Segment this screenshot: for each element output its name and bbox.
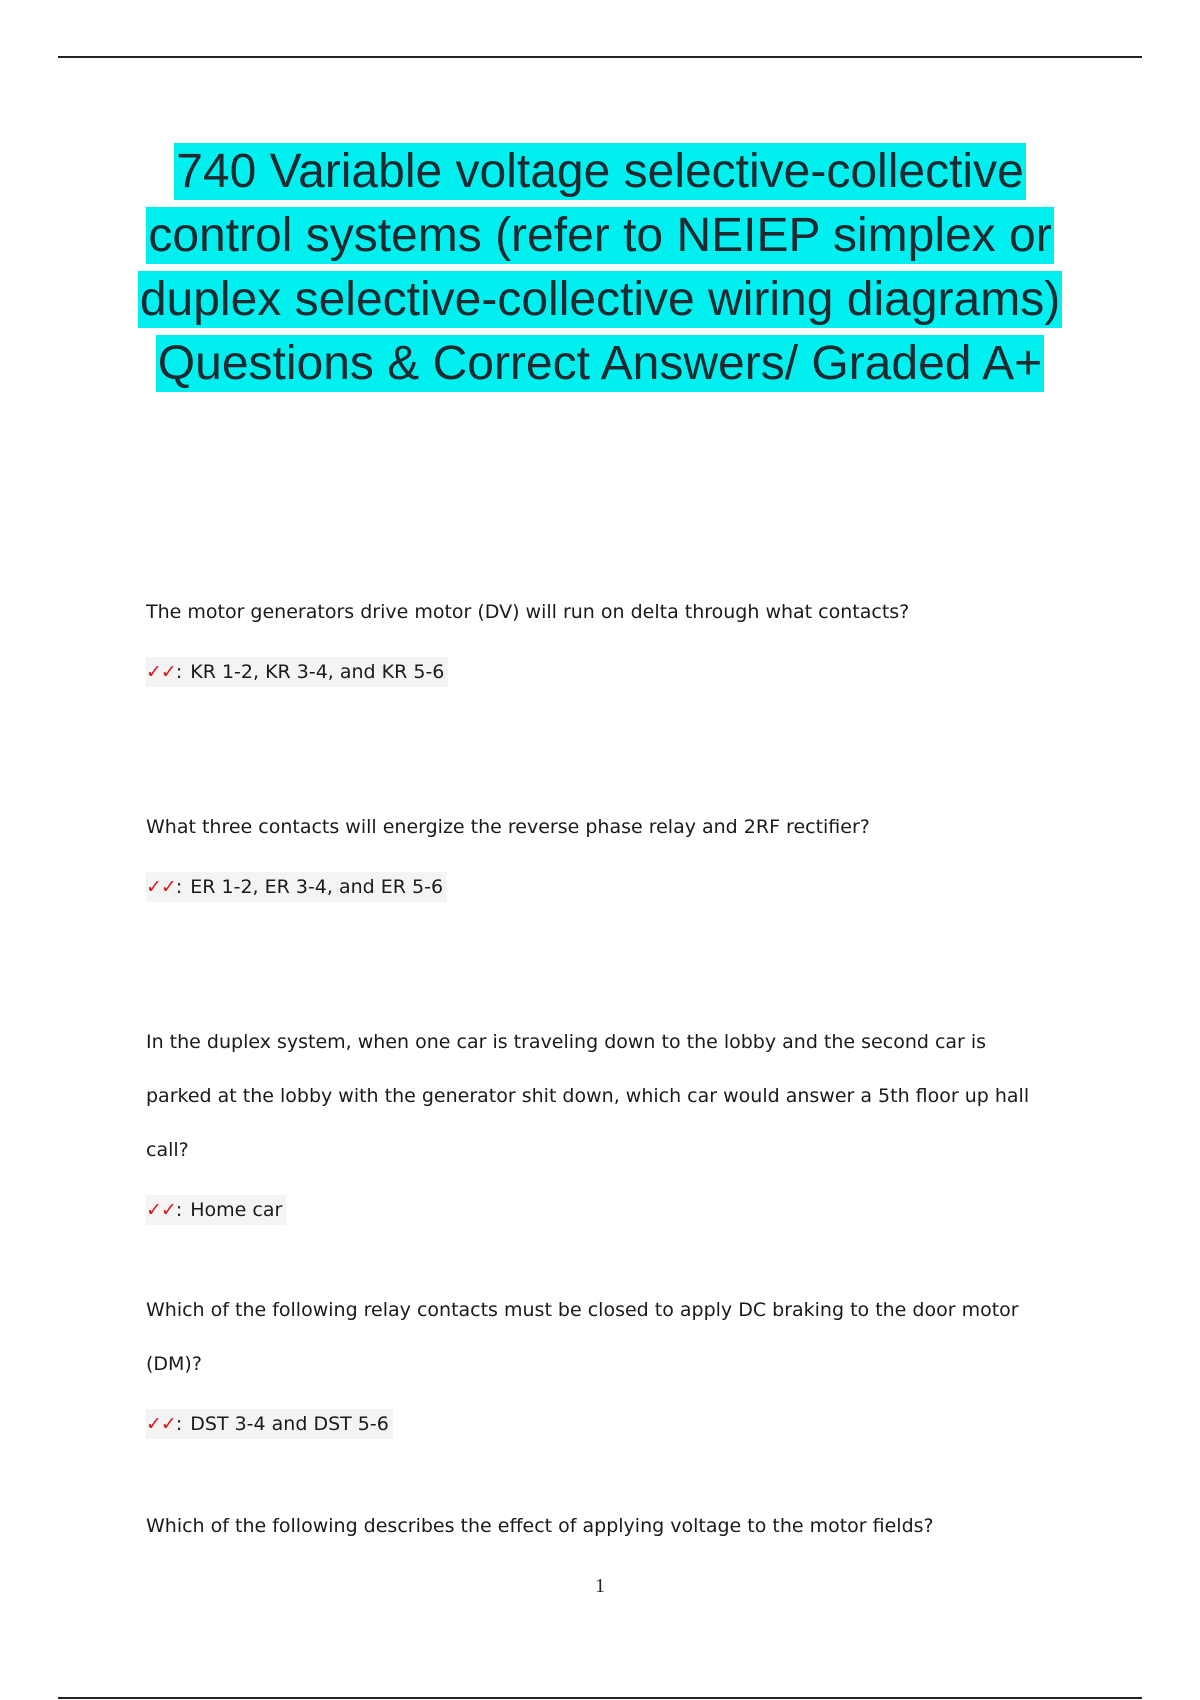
answer-separator: :: [175, 661, 183, 683]
answer-separator: :: [175, 1199, 183, 1221]
answer-line: [146, 1409, 393, 1439]
qa-item: [146, 1499, 1046, 1553]
title-text: 740 Variable voltage selective-collective control systems (refer to NEIEP simplex or duplex selective-collective wiring diagrams) Questions & Correct Answers/ Graded A+: [139, 145, 1061, 390]
answer-line: [146, 1195, 286, 1225]
qa-item: [146, 1283, 1046, 1439]
answer-line: [146, 872, 447, 902]
check-icon: ✓✓: [146, 876, 176, 898]
page-number: 1: [595, 1575, 605, 1597]
qa-item: [146, 1015, 1046, 1225]
answer-text: ER 1-2, ER 3-4, and ER 5-6: [190, 876, 444, 898]
check-icon: ✓✓: [146, 1413, 176, 1435]
question-text: Which of the following describes the effect of applying voltage to the motor fields?: [146, 1515, 934, 1537]
answer-separator: :: [175, 876, 183, 898]
answer-separator: :: [175, 1413, 183, 1435]
header-rule: [58, 56, 1142, 58]
question-text: What three contacts will energize the reverse phase relay and 2RF rectifier?: [146, 816, 870, 838]
question-text: The motor generators drive motor (DV) will run on delta through what contacts?: [146, 601, 910, 623]
answer-line: [146, 657, 448, 687]
footer-rule: [58, 1697, 1142, 1699]
document-title: [120, 140, 1080, 396]
answer-text: DST 3-4 and DST 5-6: [190, 1413, 389, 1435]
qa-item: [146, 585, 1046, 687]
question-text: In the duplex system, when one car is traveling down to the lobby and the second car is parked at the lobby with the generator shit down, which car would answer a 5th floor up hall call?: [146, 1031, 1030, 1161]
answer-text: Home car: [190, 1199, 283, 1221]
check-icon: ✓✓: [146, 1199, 176, 1221]
qa-item: [146, 800, 1046, 902]
question-text: Which of the following relay contacts must be closed to apply DC braking to the door motor (DM)?: [146, 1299, 1019, 1375]
check-icon: ✓✓: [146, 661, 176, 683]
answer-text: KR 1-2, KR 3-4, and KR 5-6: [190, 661, 445, 683]
